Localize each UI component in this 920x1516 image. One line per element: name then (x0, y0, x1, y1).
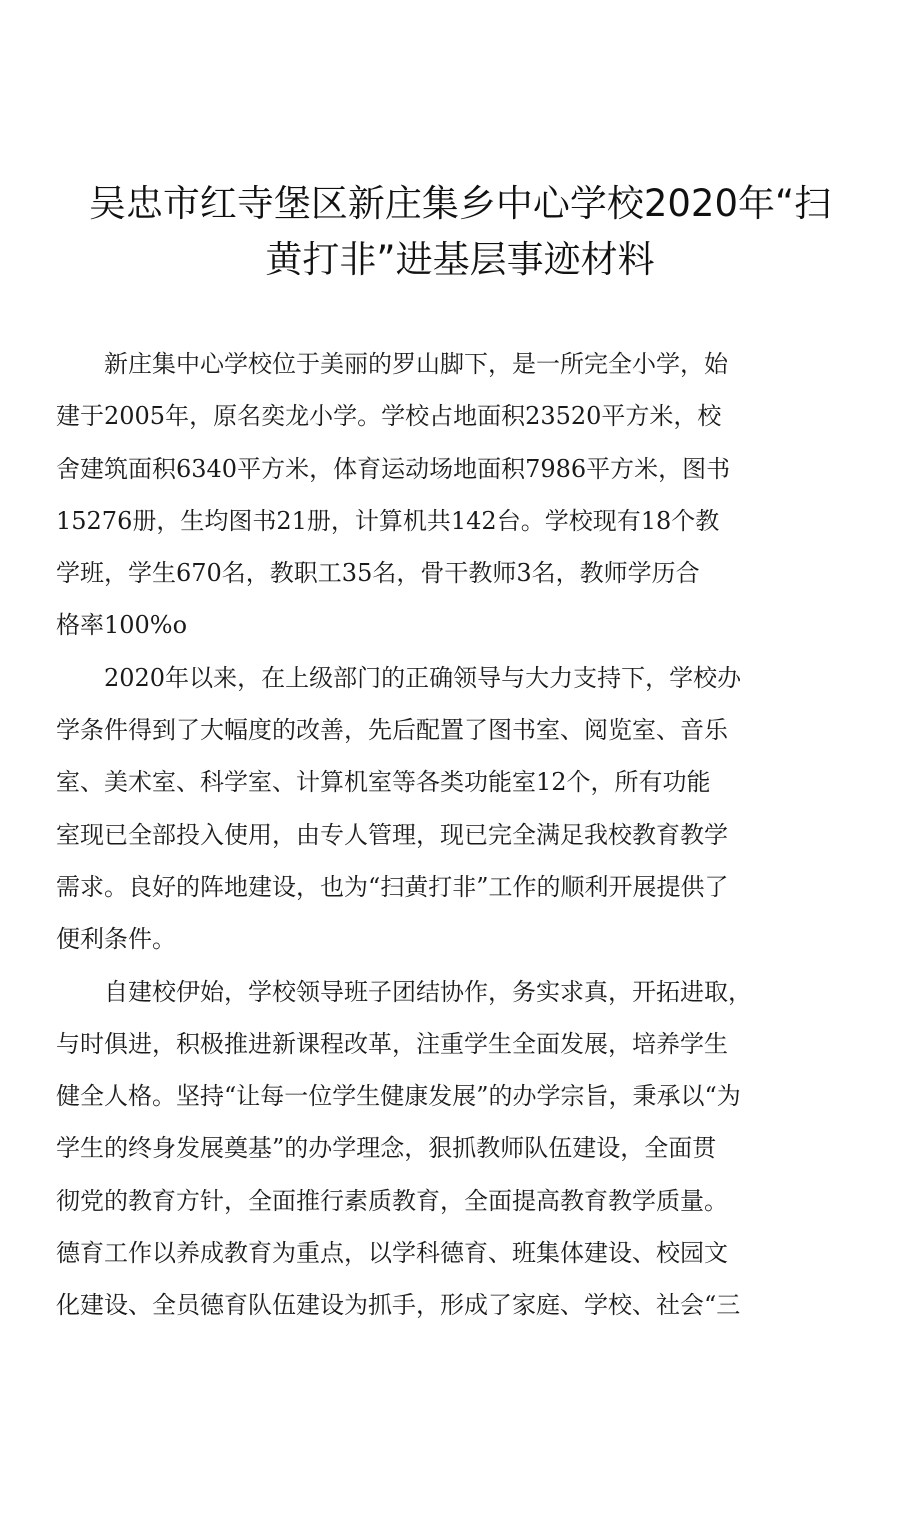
paragraph-2 (56, 652, 876, 966)
paragraph-line: 学班，学生670名，教职工35名，骨干教师3名，教师学历合 (56, 559, 700, 588)
paragraph-line: 自建校伊始，学校领导班子团结协作，务实求真，开拓进取， (104, 977, 752, 1006)
paragraph-line: 彻党的教育方针，全面推行素质教育，全面提高教育教学质量。 (56, 1186, 728, 1215)
paragraph-line: 便利条件。 (56, 925, 176, 954)
paragraph-line: 德育工作以养成教育为重点，以学科德育、班集体建设、校园文 (56, 1239, 728, 1268)
paragraph-line: 新庄集中心学校位于美丽的罗山脚下，是一所完全小学，始 (104, 350, 728, 378)
paragraph-3 (56, 966, 876, 1332)
paragraph-1 (56, 338, 876, 652)
paragraph-line: 2020年以来，在上级部门的正确领导与大力支持下，学校办 (104, 663, 742, 692)
title-line: 吴忠市红寺堡区新庄集乡中心学校2020年“扫 (88, 182, 832, 225)
paragraph-line: 室现已全部投入使用，由专人管理，现已完全满足我校教育教学 (56, 820, 728, 849)
paragraph-line: 与时俱进，积极推进新课程改革，注重学生全面发展，培养学生 (56, 1029, 728, 1058)
paragraph-line: 室、美术室、科学室、计算机室等各类功能室12个，所有功能 (56, 768, 711, 797)
paragraph-line: 学条件得到了大幅度的改善，先后配置了图书室、阅览室、音乐 (56, 716, 728, 745)
title-line: 黄打非”进基层事迹材料 (265, 238, 655, 281)
paragraph-line: 化建设、全员德育队伍建设为抓手，形成了家庭、学校、社会“三 (56, 1291, 741, 1320)
paragraph-line: 需求。良好的阵地建设，也为“扫黄打非”工作的顺利开展提供了 (56, 872, 729, 901)
paragraph-line: 学生的终身发展奠基”的办学理念，狠抓教师队伍建设，全面贯 (56, 1134, 717, 1163)
paragraph-line: 15276册，生均图书21册，计算机共142台。学校现有18个教 (56, 506, 720, 535)
paragraph-line: 健全人格。坚持“让每一位学生健康发展”的办学宗旨，秉承以“为 (56, 1082, 741, 1111)
paragraph-line: 建于2005年，原名奕龙小学。学校占地面积23520平方米，校 (56, 402, 722, 431)
document-body (56, 338, 876, 1332)
paragraph-line: 格率100%o (56, 611, 188, 640)
paragraph-line: 舍建筑面积6340平方米，体育运动场地面积7986平方米，图书 (56, 454, 731, 483)
document-title (40, 176, 880, 288)
